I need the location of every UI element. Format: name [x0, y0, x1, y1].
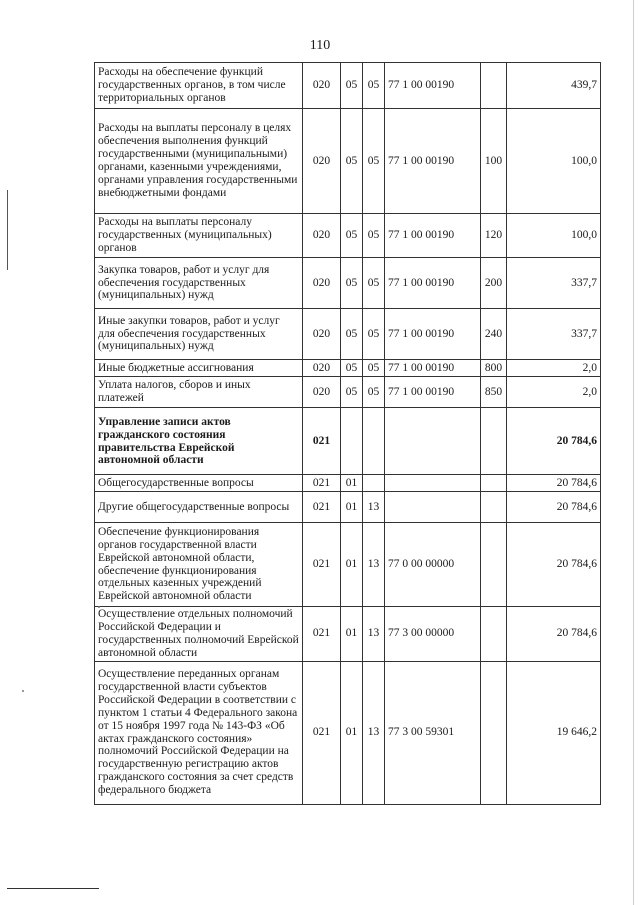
cell-expense-type: [481, 607, 507, 662]
table-row: [95, 523, 601, 607]
cell-subsection: 05: [363, 377, 385, 408]
cell-amount: 100,0: [507, 214, 601, 258]
cell-section: 01: [341, 607, 363, 662]
scan-edge: [633, 0, 634, 905]
cell-name: Иные бюджетные ассигнования: [95, 360, 303, 377]
budget-table: [94, 62, 601, 805]
cell-expense-type: [481, 408, 507, 475]
cell-subsection: 05: [363, 109, 385, 214]
cell-amount: 20 784,6: [507, 492, 601, 523]
cell-amount: 100,0: [507, 109, 601, 214]
cell-target-article: [385, 475, 481, 492]
cell-section: 05: [341, 63, 363, 109]
cell-amount: 439,7: [507, 63, 601, 109]
cell-section: 01: [341, 523, 363, 607]
cell-target-article: 77 1 00 00190: [385, 63, 481, 109]
cell-ministry: 021: [303, 661, 341, 804]
cell-target-article: 77 1 00 00190: [385, 309, 481, 360]
table-row: [95, 309, 601, 360]
cell-target-article: 77 1 00 00190: [385, 258, 481, 309]
cell-name: Управление записи актов гражданского состояния правительства Еврейской автономной области: [95, 408, 303, 475]
cell-amount: 2,0: [507, 377, 601, 408]
cell-target-article: [385, 492, 481, 523]
table-row: [95, 109, 601, 214]
table-row: [95, 492, 601, 523]
cell-name: Осуществление отдельных полномочий Российской Федерации и государственных полномочий Еврейской автономной области: [95, 607, 303, 662]
cell-name: Иные закупки товаров, работ и услуг для обеспечения государственных (муниципальных) нужд: [95, 309, 303, 360]
cell-target-article: 77 1 00 00190: [385, 377, 481, 408]
cell-name: Обеспечение функционирования органов государственной власти Еврейской автономной области, обеспечение функционирования отдельных казенных учреждений Еврейской автономной области: [95, 523, 303, 607]
cell-name: Расходы на выплаты персоналу государственных (муниципальных) органов: [95, 214, 303, 258]
cell-amount: 337,7: [507, 309, 601, 360]
cell-name: Уплата налогов, сборов и иных платежей: [95, 377, 303, 408]
cell-section: 05: [341, 360, 363, 377]
cell-target-article: 77 1 00 00190: [385, 109, 481, 214]
cell-ministry: 021: [303, 492, 341, 523]
cell-amount: 20 784,6: [507, 475, 601, 492]
cell-expense-type: [481, 661, 507, 804]
cell-amount: 337,7: [507, 258, 601, 309]
cell-ministry: 020: [303, 214, 341, 258]
cell-subsection: 05: [363, 258, 385, 309]
scan-margin-line: [7, 190, 8, 270]
cell-section: 05: [341, 309, 363, 360]
table-row: [95, 258, 601, 309]
cell-subsection: 05: [363, 309, 385, 360]
table-row: [95, 607, 601, 662]
budget-rows: [95, 63, 601, 805]
cell-expense-type: [481, 63, 507, 109]
cell-expense-type: 200: [481, 258, 507, 309]
cell-ministry: 020: [303, 309, 341, 360]
cell-ministry: 020: [303, 377, 341, 408]
cell-ministry: 020: [303, 109, 341, 214]
cell-subsection: 13: [363, 661, 385, 804]
table-row: [95, 661, 601, 804]
scan-speck: [22, 690, 24, 692]
cell-ministry: 021: [303, 607, 341, 662]
cell-ministry: 020: [303, 258, 341, 309]
table-row: [95, 360, 601, 377]
cell-amount: 2,0: [507, 360, 601, 377]
cell-target-article: 77 3 00 59301: [385, 661, 481, 804]
cell-name: Общегосударственные вопросы: [95, 475, 303, 492]
cell-expense-type: 120: [481, 214, 507, 258]
cell-section: 01: [341, 661, 363, 804]
cell-ministry: 020: [303, 63, 341, 109]
cell-expense-type: 850: [481, 377, 507, 408]
table-row: [95, 63, 601, 109]
cell-name: Закупка товаров, работ и услуг для обеспечения государственных (муниципальных) нужд: [95, 258, 303, 309]
cell-name: Другие общегосударственные вопросы: [95, 492, 303, 523]
cell-ministry: 021: [303, 408, 341, 475]
table-row: [95, 408, 601, 475]
cell-amount: 20 784,6: [507, 607, 601, 662]
cell-expense-type: 100: [481, 109, 507, 214]
cell-subsection: [363, 475, 385, 492]
cell-subsection: 13: [363, 607, 385, 662]
cell-subsection: [363, 408, 385, 475]
cell-target-article: 77 0 00 00000: [385, 523, 481, 607]
cell-subsection: 13: [363, 492, 385, 523]
cell-ministry: 021: [303, 523, 341, 607]
cell-amount: 20 784,6: [507, 523, 601, 607]
cell-name: Осуществление переданных органам государственной власти субъектов Российской Федерации в соответствии с пунктом 1 статьи 4 Федерального закона от 15 ноября 1997 года № 143-ФЗ «Об актах гражданского состояния» полномочий Российской Федерации на государственную регистрацию актов гражданского состояния за счет средств федерального бюджета: [95, 661, 303, 804]
table-row: [95, 377, 601, 408]
cell-amount: 19 646,2: [507, 661, 601, 804]
cell-subsection: 13: [363, 523, 385, 607]
cell-ministry: 020: [303, 360, 341, 377]
cell-target-article: 77 1 00 00190: [385, 214, 481, 258]
cell-expense-type: [481, 475, 507, 492]
cell-subsection: 05: [363, 360, 385, 377]
cell-ministry: 021: [303, 475, 341, 492]
table-row: [95, 475, 601, 492]
cell-subsection: 05: [363, 63, 385, 109]
cell-expense-type: 800: [481, 360, 507, 377]
cell-target-article: 77 1 00 00190: [385, 360, 481, 377]
cell-subsection: 05: [363, 214, 385, 258]
cell-section: 01: [341, 475, 363, 492]
cell-expense-type: [481, 492, 507, 523]
footnote-separator: [7, 888, 99, 889]
scan-speck: [98, 606, 100, 608]
cell-target-article: 77 3 00 00000: [385, 607, 481, 662]
cell-name: Расходы на обеспечение функций государственных органов, в том числе территориальных органов: [95, 63, 303, 109]
cell-expense-type: [481, 523, 507, 607]
cell-section: 05: [341, 214, 363, 258]
cell-amount: 20 784,6: [507, 408, 601, 475]
page-number: 110: [309, 38, 331, 53]
cell-expense-type: 240: [481, 309, 507, 360]
cell-section: 05: [341, 377, 363, 408]
cell-section: [341, 408, 363, 475]
cell-section: 01: [341, 492, 363, 523]
table-row: [95, 214, 601, 258]
cell-name: Расходы на выплаты персоналу в целях обеспечения выполнения функций государственными (муниципальными) органами, казенными учреждениями, органами управления государственными внебюджетными фондами: [95, 109, 303, 214]
cell-section: 05: [341, 109, 363, 214]
cell-target-article: [385, 408, 481, 475]
cell-section: 05: [341, 258, 363, 309]
